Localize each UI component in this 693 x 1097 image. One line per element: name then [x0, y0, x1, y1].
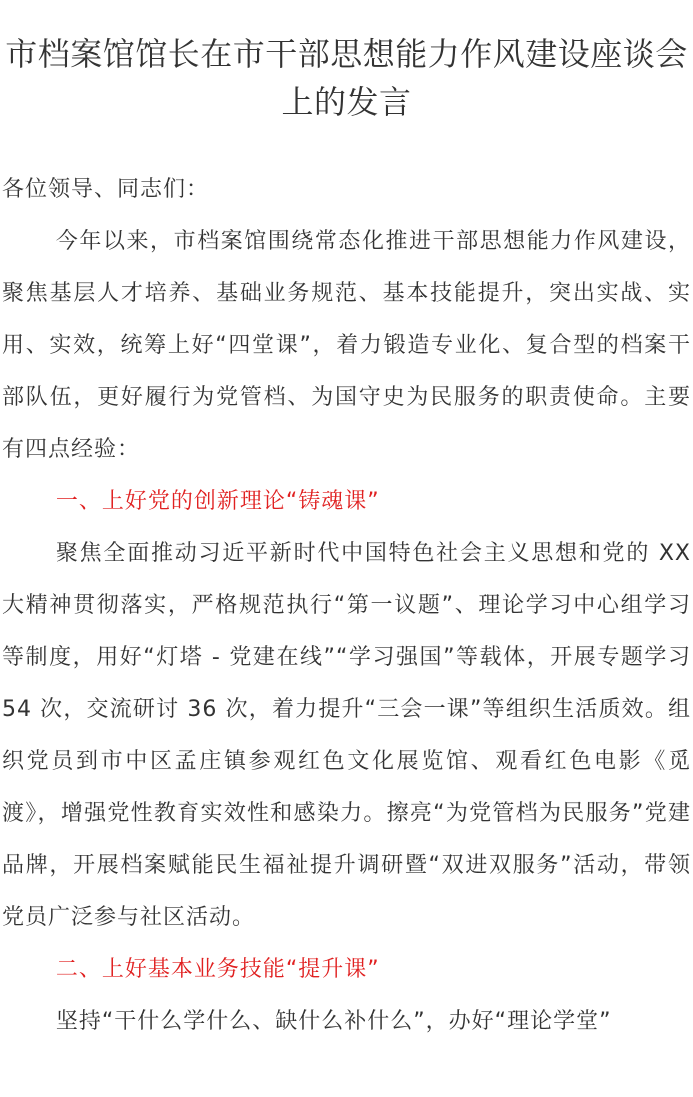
section-heading-2: 二、上好基本业务技能“提升课” — [55, 957, 380, 982]
section-body-1: 聚焦全面推动习近平新时代中国特色社会主义思想和党的 XX 大精神贯彻落实，严格规范执行“第一议题”、理论学习中心组学习等制度，用好“灯塔 - 党建在线”“学习强国”等载体，开展专题学习 54 次，交流研讨 36 次，着力提升“三会一课”等组织生活质效。组织党员到市中区孟庄镇参观红色文化展览馆、观看红色电影《觅渡》，增强党性教育实效性和感染力。擦亮“为党管档为民服务”党建品牌，开展档案赋能民生福祉提升调研暨“双进双服务”活动，带领党员广泛参与社区活动。 — [2, 541, 691, 930]
intro-paragraph: 今年以来，市档案馆围绕常态化推进干部思想能力作风建设，聚焦基层人才培养、基础业务规范、基本技能提升，突出实战、实用、实效，统筹上好“四堂课”，着力锻造专业化、复合型的档案干部队伍，更好履行为党管档、为国守史为民服务的职责使命。主要有四点经验： — [2, 229, 691, 462]
document-title: 市档案馆馆长在市干部思想能力作风建设座谈会上的发言 — [5, 35, 688, 121]
section-body-2: 坚持“干什么学什么、缺什么补什么”，办好“理论学堂” — [55, 1009, 612, 1034]
section-heading-1: 一、上好党的创新理论“铸魂课” — [55, 489, 380, 514]
salutation: 各位领导、同志们： — [2, 177, 210, 202]
